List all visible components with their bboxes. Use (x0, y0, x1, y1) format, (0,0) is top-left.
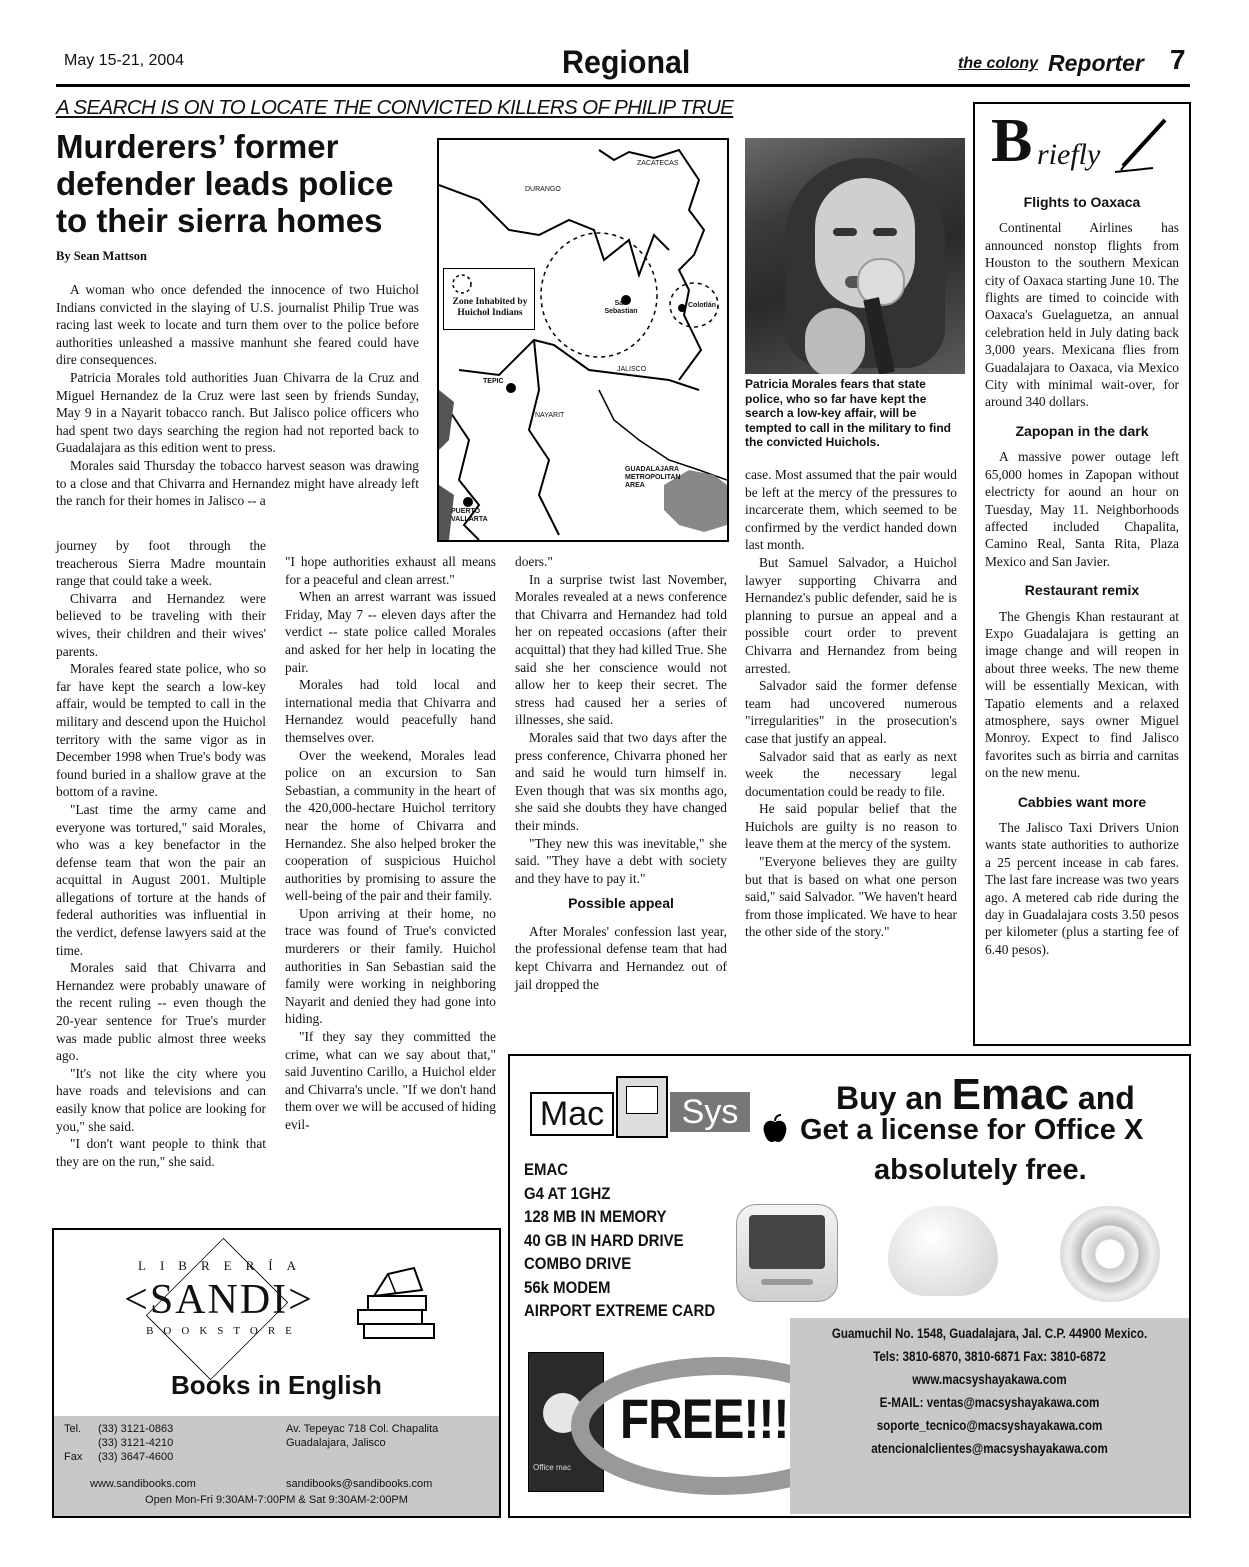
map-label-jalisco: JALISCO (617, 366, 647, 373)
article-photo (745, 138, 965, 374)
sandi-sub: BOOKSTORE (146, 1325, 302, 1337)
article-column-4: case. Most assumed that the pair would be left at the mercy of the pressures to incarcerate them, which seemed to be confirmed by the verdict handed down last month. But Samuel Salvador, a Huichol lawyer supporting Chivarra and Hernandez's public defender, said he is planning to pursue an appeal and a possible court order to prevent Chivarra and Hernandez from being arrested. Salvador said the former defense team had uncovered numerous "irregularities" in the prosecution's case that justify an appeal. Salvador said that as early as next week the necessary legal documentation could be ready to file. He said popular belief that the Huichols are guilty is no reason to leave them at the mercy of the system. "Everyone believes they are guilty but that is based on what one person said," said Salvador. "We haven't heard from those implicated. We have to hear the other side of the story." (745, 467, 957, 940)
map-legend: Zone Inhabited by Huichol Indians (443, 268, 535, 330)
macsys-headline-1: Buy an Emac and (836, 1070, 1135, 1119)
subhead-possible-appeal: Possible appeal (568, 895, 674, 912)
article-column-2: "I hope authorities exhaust all means for a peaceful and clean arrest." When an arrest warrant was issued Friday, May 7 -- eleven days after the verdict -- state police called Morales and asked for her help in locating the pair. Morales had told local and international media that Chivarra and Hernandez would peacefully hand themselves over. Over the weekend, Morales lead police on an excursion to San Sebastian, a community in the heart of the 420,000-hectare Huichol territory near the home of Chivarra and Hernandez. She also helped broker the cooperation of suspicious Huichol authorities by promising to assure the well-being of the pair and their family. Upon arriving at their home, no trace was found of True's convicted murderers or their family. Huichol authorities in San Sebastian said the family were working in neighboring Nayarit and denied they had gone into hiding. "If they say they committed the crime, what can we say about that," said Juventino Carillo, a Huichol elder and Chivarra's uncle. "If we don't hand them over we will be accused of hiding evil- (285, 554, 496, 1132)
masthead-rule (56, 84, 1190, 87)
article-column-3: doers." In a surprise twist last November, Morales revealed at a news conference that Chivarra and Hernandez had told her on repeated occasions (after their acquittal) that they had killed True. She said she her conscience would not allow her to keep their secret. The stress had caused her a series of illnesses, she said. Morales said that two days after the press conference, Chivarra phoned her and said he would turn himself in. Even though that was six months ago, she said she doubts they have changed their minds. "They new this was inevitable," she said. "They have a debt with society and they have to pay it." Possible appeal After Morales' confession last year, the professional defense team that had kept Chivarra and Hernandez out of jail dropped the (515, 554, 727, 992)
briefly-items: Flights to Oaxaca Continental Airlines has announced nonstop flights from Houston to the southern Mexican city of Oaxaca starting June 10. The flights are timed to coincide with Oaxaca's Guelaguetza, an annual celebration held in July dating back 3,000 years. Mexicana flies from Guadalajara to Oaxaca, via Mexico City with minimal wait-over, for around 340 dollars. Zapopan in the dark A massive power outage left 65,000 homes in Zapopan without electricty for aound an hour on Tuesday, May 11. Neighborhoods affected included Chapalita, Camino Real, Santa Rita, Plaza Mexico and San Javier. Restaurant remix The Ghengis Khan restaurant at Expo Guadalajara is getting an image change and will reopen in about three weeks. The new theme will be essentially Mexican, with Tapatio elements and a relaxed atmosphere, says owner Miguel Monroy. Expect to find Jalisco favorites such as birria and carnitas on the new menu. Cabbies want more The Jalisco Taxi Drivers Union wants state authorities to authorize a 25 percent incease in cab fares. The last fare increase was two years ago. A metered cab ride during the day in Guadalajara costs 3.50 pesos per kilometer (plus a starting fee of 6.40 pesos). (985, 194, 1179, 957)
region-map (437, 138, 729, 542)
sandi-tagline: Books in English (171, 1370, 382, 1400)
article-byline: By Sean Mattson (56, 249, 147, 263)
article-lead: A woman who once defended the innocence of two Huichol Indians convicted in the slaying of U.S. journalist Philip True was racing last week to locate and turn them over to the police before authorities unleashed a massive manhunt she feared could have dire consequences. Patricia Morales told authorities Juan Chivarra de la Cruz and Miguel Hernandez de la Cruz were last seen by friends Sunday, May 9 in a Nayarit tobacco ranch. But Jalisco police officers who had spent two days searching the region had not reported back to Guadalajara as this edition went to press. Morales said Thursday the tobacco harvest season was drawing to a close and that Chivarra and Hernandez might have already left the ranch for their homes in Jalisco -- a (56, 282, 419, 509)
map-label-san-sebastian: San Sebastian (604, 300, 638, 315)
article-headline: Murderers’ former defender leads police to their sierra homes (56, 128, 394, 239)
page-number: 7 (1170, 44, 1186, 75)
ad-macsys (508, 1054, 1191, 1518)
map-label-zacatecas: ZACATECAS (637, 160, 679, 167)
macsys-free: FREE!!! (620, 1387, 789, 1450)
macsys-logo: Mac Sys (530, 1092, 752, 1134)
article-column-1: journey by foot through the treacherous Sierra Madre mountain range that could take a week. Chivarra and Hernandez were believed to be traveling with their wives, their children and their wives' parents. Morales feared state police, who so far have kept the search a low-key affair, would be tempted to call in the military and descend upon the Huichol territory with the same vigor as in December 1998 when True's body was found buried in a shallow grave at the bottom of a ravine. "Last time the army came and everyone was tortured," said Morales, who was a key benefactor in the defense team that won the pair an acquittal in August 2001. Multiple allegations of torture at the hands of federal authorities was influential in the verdict, defense lawyers said at the time. Morales said that Chivarra and Hernandez were probably unaware of the recent ruling -- even though the 20-year sentence for True's murder was made public almost three weeks ago. "It's not like the city where you have roads and televisions and can easily know that police are looking for you," she said. "I don't want people to think that they are on the run," she said. (56, 538, 266, 1169)
dashed-circle-icon (450, 272, 474, 296)
map-label-nayarit: NAYARIT (535, 412, 565, 419)
map-label-tepic: TEPIC (483, 378, 504, 385)
mac-face-icon (616, 1076, 668, 1138)
map-label-colotlan: Colotlán (688, 302, 716, 309)
sandi-logo-name: <SANDI> (124, 1277, 314, 1323)
mouse-image (888, 1206, 998, 1296)
map-label-guadalajara: GUADALAJARA METROPOLITAN AREA (625, 466, 681, 489)
brief-head-1: Flights to Oaxaca (1023, 194, 1141, 210)
apple-logo-icon (760, 1114, 790, 1146)
brief-head-4: Cabbies want more (1017, 793, 1147, 810)
map-label-puerto-vallarta: PUERTO VALLARTA (451, 508, 488, 523)
macsys-contact-band: Guamuchil No. 1548, Guadalajara, Jal. C.P. 44900 Mexico. Tels: 3810-6870, 3810-6871 Fax: 3810-6872 www.macsyshayakawa.com E-MAIL: ventas@macsyshayakawa.com soporte_tecnico@macsyshayakawa.com atencionalclientes@macsyshayakawa.com (790, 1318, 1189, 1514)
paper-name: Reporter (1048, 50, 1144, 76)
macsys-headline-2: Get a license for Office X (800, 1114, 1144, 1146)
sandi-email: sandibooks@sandibooks.com (286, 1478, 433, 1490)
brief-head-3: Restaurant remix (1024, 582, 1140, 599)
briefly-sidebar (973, 102, 1191, 1046)
brief-head-2: Zapopan in the dark (1015, 422, 1149, 439)
photo-caption: Patricia Morales fears that state police, who so far have kept the search a low-key affair, will be tempted to call in the military to find the convicted Huichols. (745, 377, 952, 449)
office-box-image: Office mac (528, 1352, 604, 1492)
speaker-image (1060, 1206, 1160, 1302)
sandi-hours: Open Mon-Fri 9:30AM-7:00PM & Sat 9:30AM-2:00PM (145, 1494, 408, 1506)
sandi-web: www.sandibooks.com (90, 1478, 196, 1490)
paper-name-prefix: the colony (958, 55, 1039, 72)
ad-sandi-bookstore (52, 1228, 501, 1518)
sandi-top-word: LIBRERÍA (138, 1258, 310, 1273)
briefly-logo: B riefly (985, 104, 1179, 184)
issue-date: May 15-21, 2004 (64, 52, 185, 69)
section-title: Regional (562, 44, 691, 80)
pen-icon (1113, 114, 1173, 174)
macsys-specs: EMAC G4 AT 1GHZ 128 MB IN MEMORY 40 GB IN HARD DRIVE COMBO DRIVE 56k MODEM AIRPORT EXTREME CARD (524, 1160, 716, 1320)
emac-computer-image (736, 1204, 838, 1302)
sandi-contact-band: Tel. (33) 3121-0863 (33) 3121-4210 Fax (33) 3647-4600 Av. Tepeyac 718 Col. Chapalita Guadalajara, Jalisco www.sandibooks.com sandibooks@sandibooks.com Open Mon-Fri 9:30AM-7:00PM & Sat 9:30AM-2:00PM (54, 1416, 499, 1516)
books-icon (344, 1254, 444, 1354)
article-kicker: A SEARCH IS ON TO LOCATE THE CONVICTED KILLERS OF PHILIP TRUE (56, 96, 734, 119)
map-label-durango: DURANGO (525, 186, 561, 193)
microphone-icon (857, 258, 905, 306)
macsys-headline-3: absolutely free. (874, 1154, 1087, 1186)
